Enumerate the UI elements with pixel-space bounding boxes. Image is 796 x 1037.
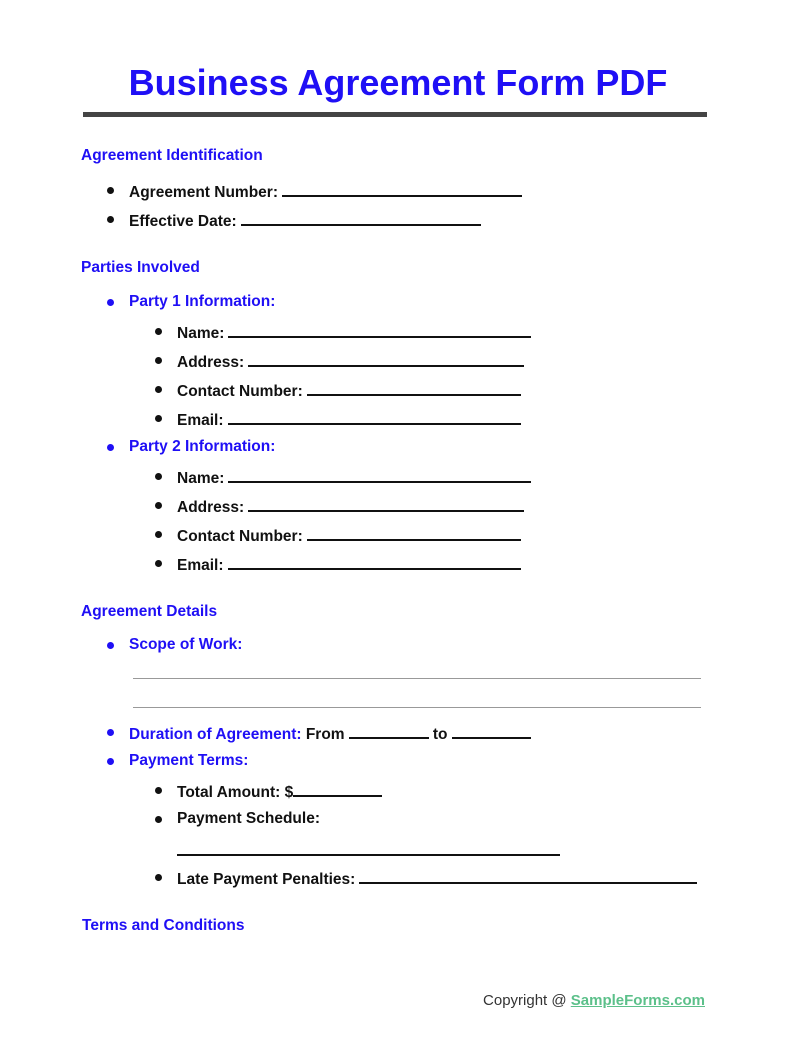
party2-contact-field[interactable] <box>307 525 521 541</box>
field-label: Late Payment Penalties: <box>177 871 356 888</box>
footer-copyright <box>483 992 705 1009</box>
party1-email-item <box>177 409 521 430</box>
bullet-icon <box>155 531 162 538</box>
bullet-icon <box>107 216 114 223</box>
party1-name-item <box>177 322 531 343</box>
bullet-icon <box>107 758 114 765</box>
payment-terms-label: Payment Terms: <box>129 752 249 769</box>
agreement-number-item <box>129 181 522 202</box>
field-label: Email: <box>177 557 224 574</box>
duration-from-field[interactable] <box>349 723 429 739</box>
bullet-icon <box>107 444 114 451</box>
section-heading-terms: Terms and Conditions <box>82 917 245 934</box>
field-label: Effective Date: <box>129 213 237 230</box>
bullet-icon <box>155 386 162 393</box>
total-amount-field[interactable] <box>293 781 382 797</box>
field-label: Name: <box>177 470 225 487</box>
field-label: Payment Schedule: <box>177 810 320 827</box>
bullet-icon <box>155 816 162 823</box>
party2-contact-item <box>177 525 521 546</box>
field-label: Contact Number: <box>177 528 303 545</box>
field-label: Agreement Number: <box>129 184 278 201</box>
party2-email-item <box>177 554 521 575</box>
duration-item <box>129 723 531 744</box>
payment-schedule-item <box>177 810 320 828</box>
effective-date-item <box>129 210 481 231</box>
party2-name-field[interactable] <box>228 467 531 483</box>
section-heading-identification: Agreement Identification <box>81 147 263 164</box>
bullet-icon <box>155 560 162 567</box>
field-label: Email: <box>177 412 224 429</box>
scope-line-1[interactable] <box>133 678 701 679</box>
from-label: From <box>305 726 345 743</box>
party2-label: Party 2 Information: <box>129 438 276 455</box>
late-penalties-item <box>177 868 697 889</box>
title-divider <box>83 112 707 117</box>
brand-link[interactable]: SampleForms.com <box>570 992 705 1009</box>
field-label: Name: <box>177 325 225 342</box>
bullet-icon <box>107 299 114 306</box>
party1-heading <box>129 293 275 311</box>
bullet-icon <box>107 187 114 194</box>
party1-label: Party 1 Information: <box>129 293 276 310</box>
to-label: to <box>432 726 448 743</box>
bullet-icon <box>107 729 114 736</box>
late-penalties-field[interactable] <box>359 868 697 884</box>
scope-line-2[interactable] <box>133 707 701 708</box>
total-amount-item <box>177 781 382 802</box>
party2-name-item <box>177 467 531 488</box>
party2-address-item <box>177 496 524 517</box>
party1-address-field[interactable] <box>248 351 524 367</box>
agreement-number-field[interactable] <box>282 181 522 197</box>
party2-email-field[interactable] <box>228 554 521 570</box>
bullet-icon <box>155 787 162 794</box>
bullet-icon <box>155 473 162 480</box>
field-label: Address: <box>177 499 245 516</box>
duration-to-field[interactable] <box>452 723 531 739</box>
scope-item <box>129 636 242 654</box>
copyright-text: Copyright @ <box>483 992 571 1009</box>
section-heading-parties: Parties Involved <box>81 259 200 276</box>
payment-terms-item <box>129 752 248 770</box>
bullet-icon <box>155 328 162 335</box>
bullet-icon <box>155 415 162 422</box>
bullet-icon <box>107 642 114 649</box>
bullet-icon <box>155 502 162 509</box>
party1-contact-field[interactable] <box>307 380 521 396</box>
payment-schedule-field-row <box>177 840 560 861</box>
party1-name-field[interactable] <box>228 322 531 338</box>
field-label: Total Amount: $ <box>177 784 294 801</box>
party2-address-field[interactable] <box>248 496 524 512</box>
section-heading-details: Agreement Details <box>81 603 218 620</box>
scope-label: Scope of Work: <box>129 636 243 653</box>
party2-heading <box>129 438 275 456</box>
party1-contact-item <box>177 380 521 401</box>
effective-date-field[interactable] <box>241 210 481 226</box>
field-label: Contact Number: <box>177 383 303 400</box>
page-title: Business Agreement Form PDF <box>128 62 668 103</box>
field-label: Address: <box>177 354 245 371</box>
duration-label: Duration of Agreement: <box>129 726 302 743</box>
payment-schedule-field[interactable] <box>177 840 560 856</box>
party1-address-item <box>177 351 524 372</box>
bullet-icon <box>155 874 162 881</box>
bullet-icon <box>155 357 162 364</box>
party1-email-field[interactable] <box>228 409 521 425</box>
